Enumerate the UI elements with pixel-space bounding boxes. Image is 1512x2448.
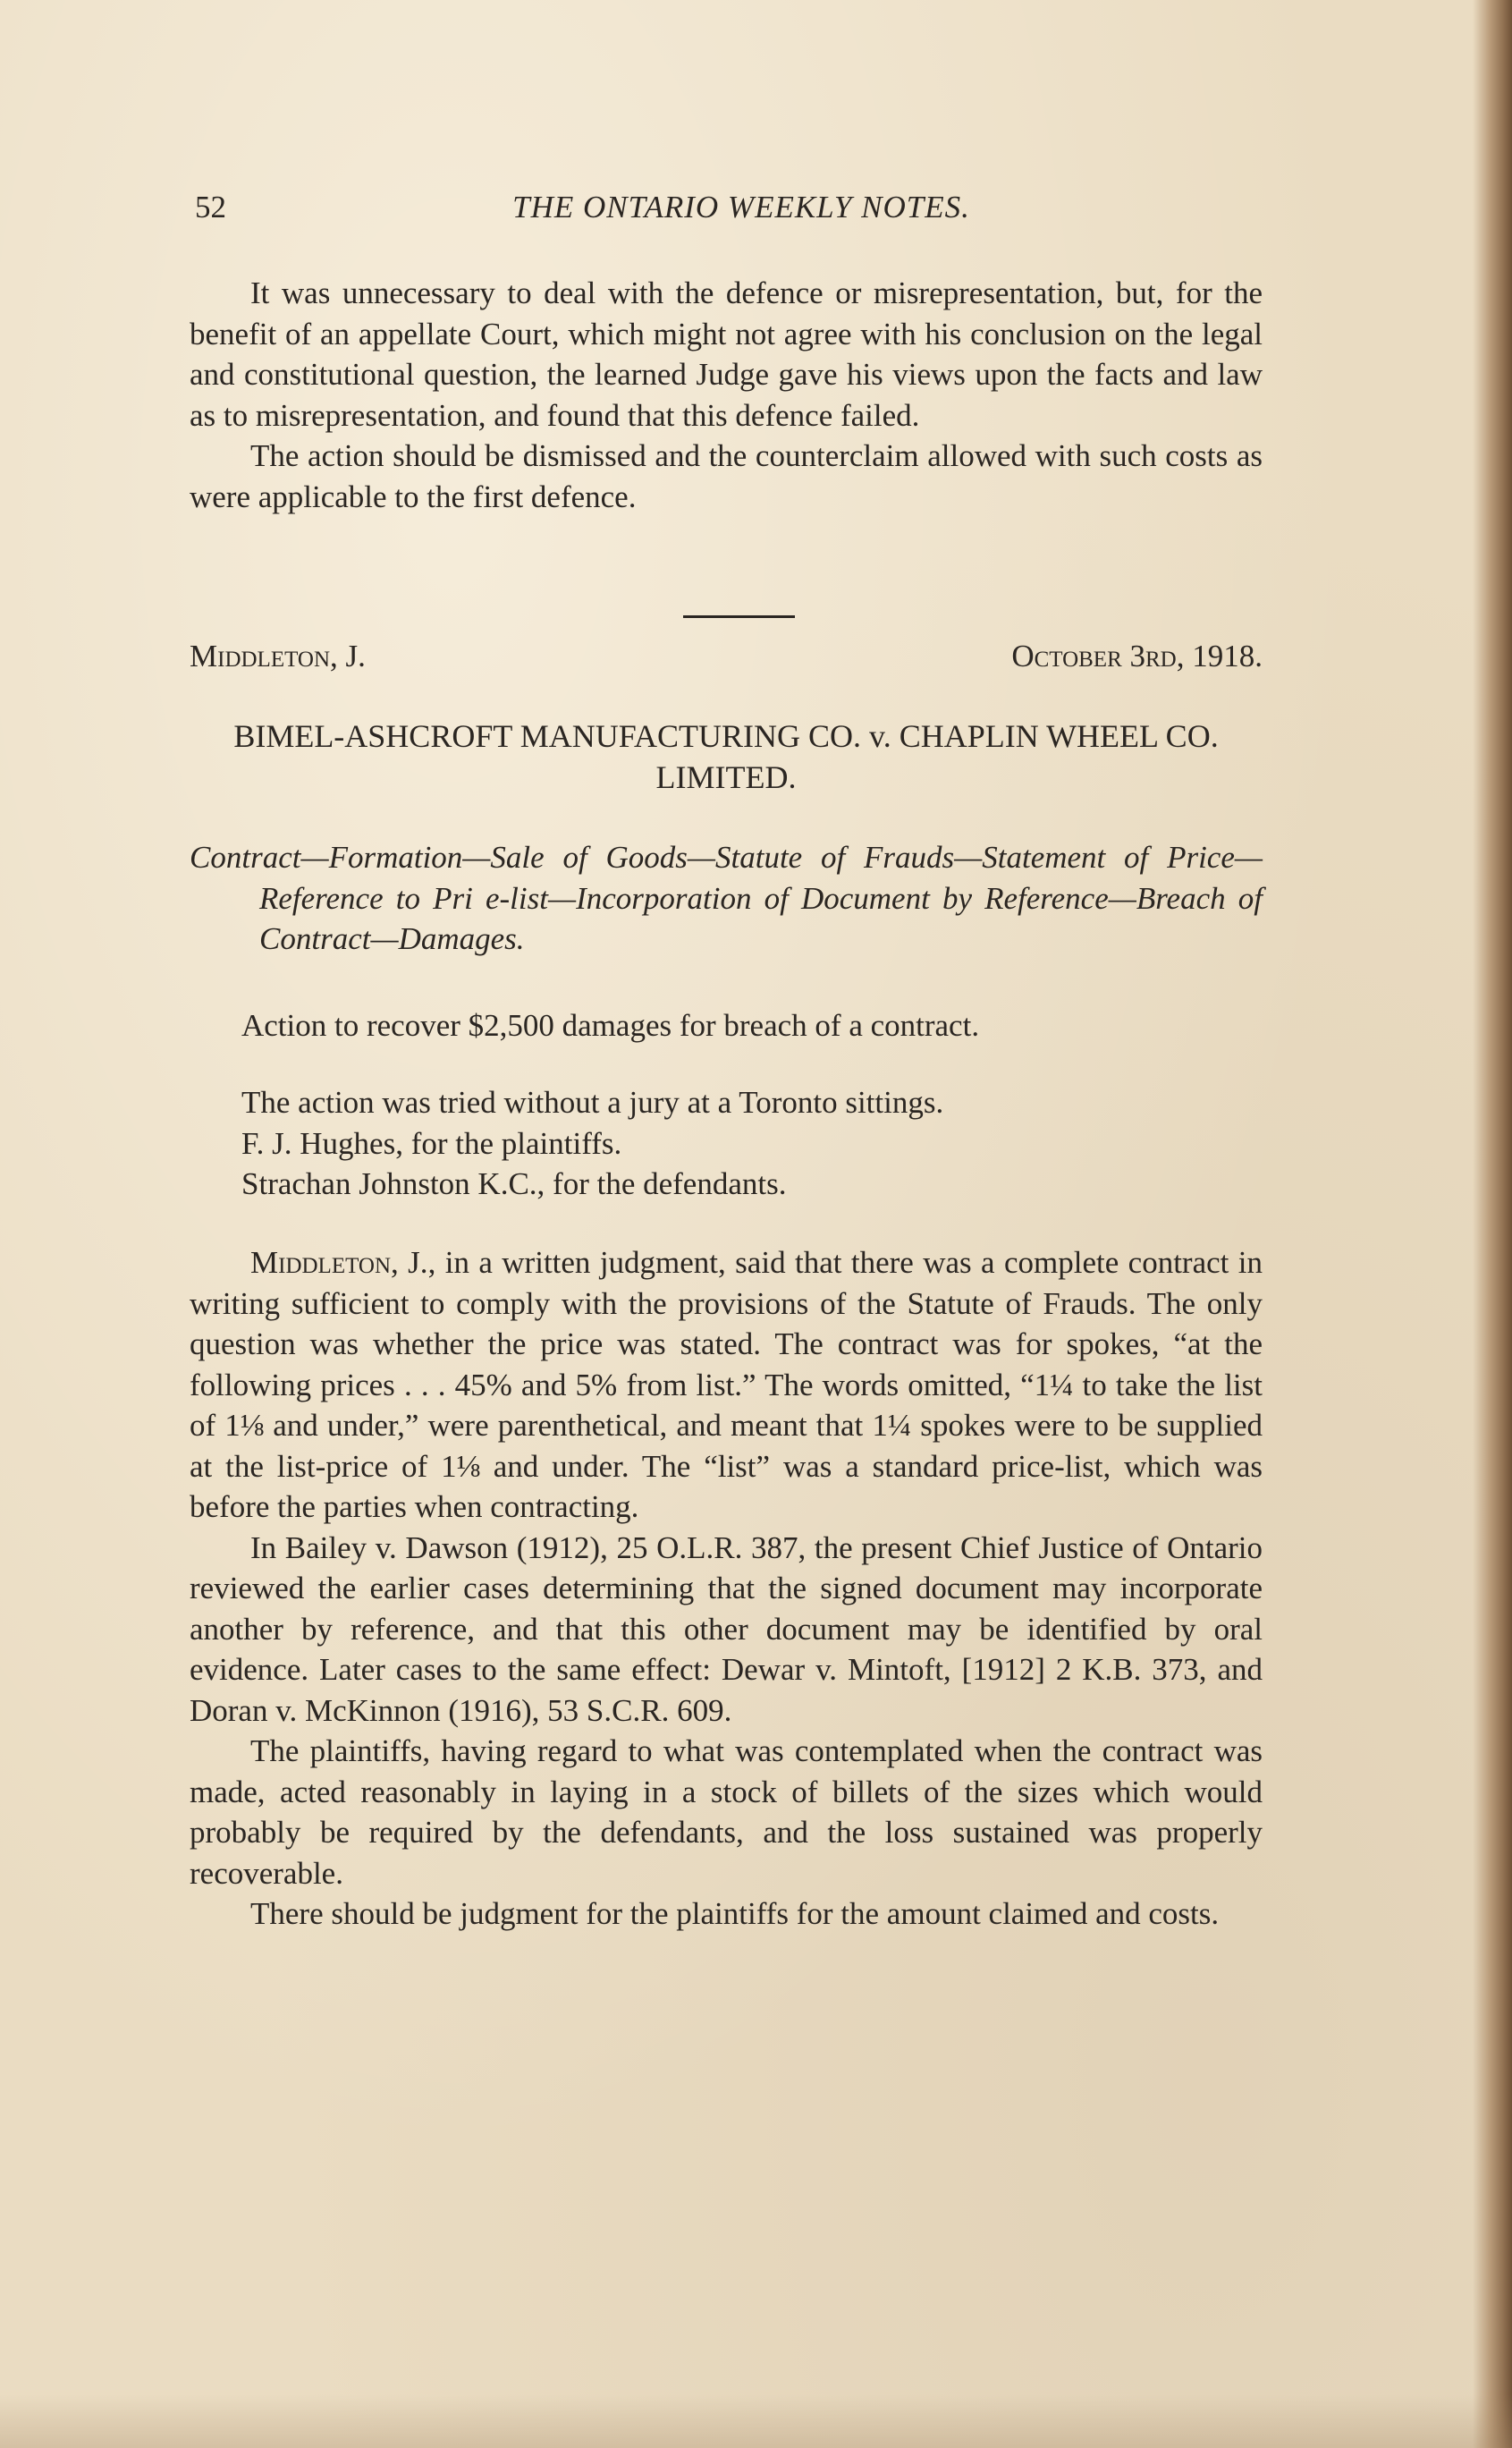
paragraph bbox=[190, 1242, 1263, 1528]
paragraph: In Bailey v. Dawson (1912), 25 O.L.R. 387, the present Chief Justice of Ontario reviewed the earlier cases determining that the signed document may incorporate another by reference, and that this other document may be identified by oral evidence. Later cases to the same effect: Dewar v. Mintoft, [1912] 2 K.B. 373, and Doran v. McKinnon (1916), 53 S.C.R. 609. bbox=[190, 1529, 1263, 1728]
counsel-defendants: Strachan Johnston K.C., for the defendants. bbox=[241, 1166, 787, 1201]
judge-name: Middleton, J. bbox=[190, 639, 366, 673]
action-text: Action to recover $2,500 damages for breach of a contract. bbox=[241, 1008, 980, 1043]
paragraph: The plaintiffs, having regard to what was contemplated when the contract was made, acted reasonably in laying in a stock of billets of the sizes which would probably be required by the defendants, and the loss sustained was properly recoverable. bbox=[190, 1733, 1263, 1891]
section-divider bbox=[683, 615, 795, 618]
paragraph: It was unnecessary to deal with the defence or misrepresentation, but, for the benefit of an appellate Court, which might not agree with his conclusion on the legal and constitutional question, the learned Judge gave his views upon the facts and law as to misrepresentation, and found that this defence failed. bbox=[190, 275, 1263, 433]
running-title: THE ONTARIO WEEKLY NOTES. bbox=[512, 190, 970, 224]
case-title: BIMEL-ASHCROFT MANUFACTURING CO. v. CHAPLIN WHEEL CO. LIMITED. bbox=[233, 718, 1219, 795]
judgment-body bbox=[190, 1242, 1263, 1935]
paragraph: The action should be dismissed and the counterclaim allowed with such costs as were applicable to the first defence. bbox=[190, 438, 1263, 514]
page-bottom-shade bbox=[0, 2394, 1512, 2448]
judge-lead-name: Middleton, J. bbox=[250, 1245, 428, 1280]
page-binding-edge bbox=[1473, 0, 1512, 2448]
case-headnote: Contract—Formation—Sale of Goods—Statute of Frauds—Statement of Price—Reference to Pri e-list—Incorporation of Document by Reference—Breach of Contract—Damages. bbox=[190, 840, 1263, 956]
case-judge-date-line bbox=[190, 639, 1263, 683]
trial-and-counsel bbox=[190, 1082, 1263, 1205]
trial-line: The action was tried without a jury at a Toronto sittings. bbox=[241, 1085, 944, 1120]
running-header bbox=[195, 190, 1261, 234]
paragraph-text: , in a written judgment, said that there was a complete contract in writing sufficient to comply with the provisions of the Statute of Frauds. The only question was whether the price was stated. The contract was for spokes, “at the following prices . . . 45% and 5% from list.” The words omitted, “1¼ to take the list of 1⅛ and under,” were parenthetical, and meant that 1¼ spokes were to be supplied at the list-price of 1⅛ and under. The “list” was a standard price-list, which was before the parties when contracting. bbox=[190, 1245, 1263, 1524]
previous-case-conclusion bbox=[190, 273, 1263, 517]
counsel-plaintiffs: F. J. Hughes, for the plaintiffs. bbox=[241, 1125, 622, 1161]
action-summary bbox=[190, 1005, 1263, 1046]
decision-date: October 3rd, 1918. bbox=[1011, 639, 1263, 673]
paragraph: There should be judgment for the plaintiffs for the amount claimed and costs. bbox=[250, 1896, 1220, 1931]
page-number: 52 bbox=[195, 190, 226, 224]
